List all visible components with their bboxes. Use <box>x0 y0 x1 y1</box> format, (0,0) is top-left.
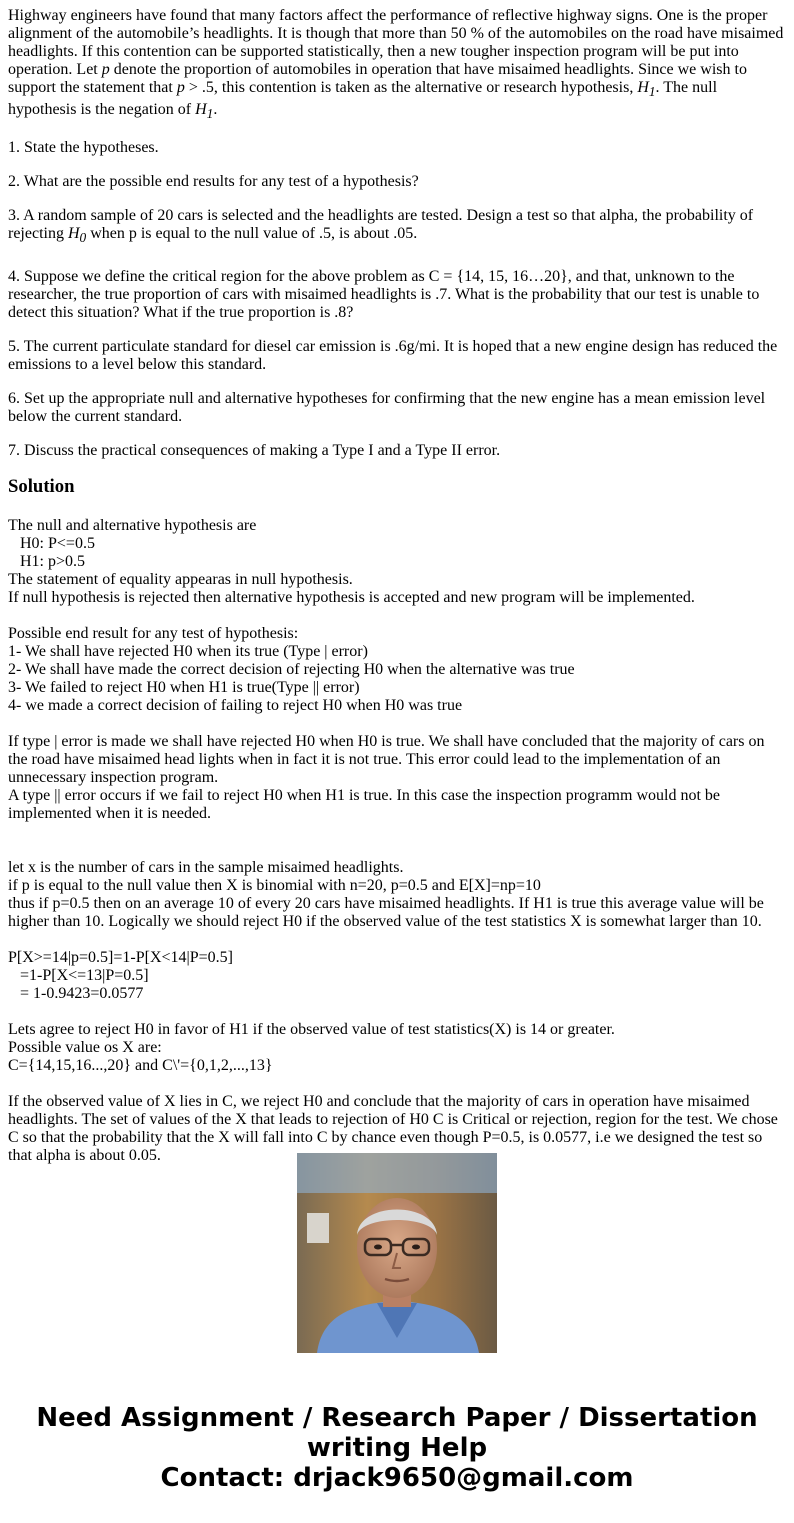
solution-line: let x is the number of cars in the sample misaimed headlights. <box>8 858 404 876</box>
solution-line: Possible value os X are: <box>8 1038 162 1056</box>
alternative-hypothesis: H1: p>0.5 <box>20 552 86 570</box>
h0-letter: H <box>67 225 80 243</box>
solution-line: Possible end result for any test of hypothesis: <box>8 624 299 642</box>
solution-line: The statement of equality appearas in null hypothesis. <box>8 570 353 588</box>
document-body <box>8 7 786 1164</box>
avatar <box>297 1153 497 1353</box>
solution-heading: Solution <box>8 475 75 497</box>
h0-symbol <box>67 225 87 246</box>
portrait-image <box>297 1153 497 1353</box>
question-4: 4. Suppose we define the critical region for the above problem as C = {14, 15, 16…20}, and that, unknown to the researcher, the true proportion of cars with misaimed headlights is .7. What is the probability that our test is unable to detect this situation? What if the true proportion is .8? <box>8 267 760 321</box>
solution-line: The null and alternative hypothesis are <box>8 516 257 534</box>
footer-banner <box>0 1403 794 1493</box>
solution-line: C={14,15,16...,20} and C\'={0,1,2,...,13} <box>8 1056 273 1074</box>
h1-subscript: 1 <box>206 106 214 122</box>
h1-letter: H <box>637 79 649 96</box>
calculation-line: =1-P[X<=13|P=0.5] <box>20 966 149 984</box>
solution-line: If the observed value of X lies in C, we reject H0 and conclude that the majority of cars in operation have misaimed headlights. The set of values of the X that leads to rejection of H0 C is Critical or rejection, region for the test. We chose C so that the probability that the X will fall into C by chance even though P=0.5, is 0.0577, i.e we designed the test so that alpha is about 0.05. <box>8 1092 778 1164</box>
question-3-text: 3. A random sample of 20 cars is selected and the headlights are tested. Design a test so that alpha, the probability of rejecting <box>8 207 754 243</box>
footer-line: Need Assignment / Research Paper / Dissertation <box>36 1403 758 1433</box>
solution-line: if p is equal to the null value then X is binomial with n=20, p=0.5 and E[X]=np=10 <box>8 876 541 894</box>
question-6: 6. Set up the appropriate null and alternative hypotheses for confirming that the new engine has a mean emission level below the current standard. <box>8 389 766 425</box>
intro-text: . <box>213 101 218 119</box>
solution-line: A type || error occurs if we fail to reject H0 when H1 is true. In this case the inspection programm would not be implemented when it is needed. <box>8 786 720 822</box>
end-result-item: 1- We shall have rejected H0 when its true (Type | error) <box>8 642 368 660</box>
footer-line: writing Help <box>306 1433 488 1463</box>
question-7: 7. Discuss the practical consequences of making a Type I and a Type II error. <box>8 441 501 459</box>
contact-line: Contact: drjack9650@gmail.com <box>160 1463 634 1493</box>
question-2: 2. What are the possible end results for any test of a hypothesis? <box>8 173 419 191</box>
calculation-line: = 1-0.9423=0.0577 <box>20 984 144 1002</box>
solution-line: If null hypothesis is rejected then alternative hypothesis is accepted and new program will be implemented. <box>8 588 695 606</box>
h1-symbol <box>637 79 656 100</box>
question-3 <box>8 207 786 247</box>
p-variable: p <box>101 61 110 78</box>
calculation-line: P[X>=14|p=0.5]=1-P[X<14|P=0.5] <box>8 948 233 966</box>
solution-line: Lets agree to reject H0 in favor of H1 if the observed value of test statistics(X) is 14 or greater. <box>8 1020 615 1038</box>
question-3-text: when p is equal to the null value of .5, is about .05. <box>86 225 418 243</box>
h1-letter: H <box>195 101 207 119</box>
null-hypothesis: H0: P<=0.5 <box>20 534 95 552</box>
end-result-item: 3- We failed to reject H0 when H1 is true(Type || error) <box>8 678 360 696</box>
question-5: 5. The current particulate standard for diesel car emission is .6g/mi. It is hoped that a new engine design has reduced the emissions to a level below this standard. <box>8 337 778 373</box>
intro-text: Highway engineers have found that many factors affect the performance of reflective highway signs. One is the proper alignment of the automobile’s headlights. It is though that more than 50 % of the automobiles on the road have misaimed headlights. If this contention can be supported statistically, then a new tougher inspection program will be put into operation. Let <box>8 7 784 78</box>
h0-subscript: 0 <box>79 230 87 246</box>
intro-text: . The null hypothesis is the negation of <box>8 79 718 119</box>
intro-text: denote the proportion of automobiles in operation that have misaimed headlights. Since we wish to support the statement that <box>8 61 747 96</box>
question-1: 1. State the hypotheses. <box>8 139 159 157</box>
h1-symbol <box>195 101 214 122</box>
p-variable: p <box>176 79 185 96</box>
solution-line: thus if p=0.5 then on an average 10 of every 20 cars have misaimed headlights. If H1 is true this average value will be higher than 10. Logically we should reject H0 if the observed value of the test statistics X is somewhat larger than 10. <box>8 894 764 930</box>
end-result-item: 2- We shall have made the correct decision of rejecting H0 when the alternative was true <box>8 660 575 678</box>
h1-subscript: 1 <box>648 84 656 100</box>
solution-line: If type | error is made we shall have rejected H0 when H0 is true. We shall have concluded that the majority of cars on the road have misaimed head lights when in fact it is not true. This error could lead to the implementation of an unnecessary inspection program. <box>8 732 765 786</box>
intro-paragraph <box>8 7 786 123</box>
solution-body <box>8 517 786 1165</box>
intro-text: > .5, this contention is taken as the alternative or research hypothesis, <box>184 79 638 96</box>
end-result-item: 4- we made a correct decision of failing to reject H0 when H0 was true <box>8 696 463 714</box>
